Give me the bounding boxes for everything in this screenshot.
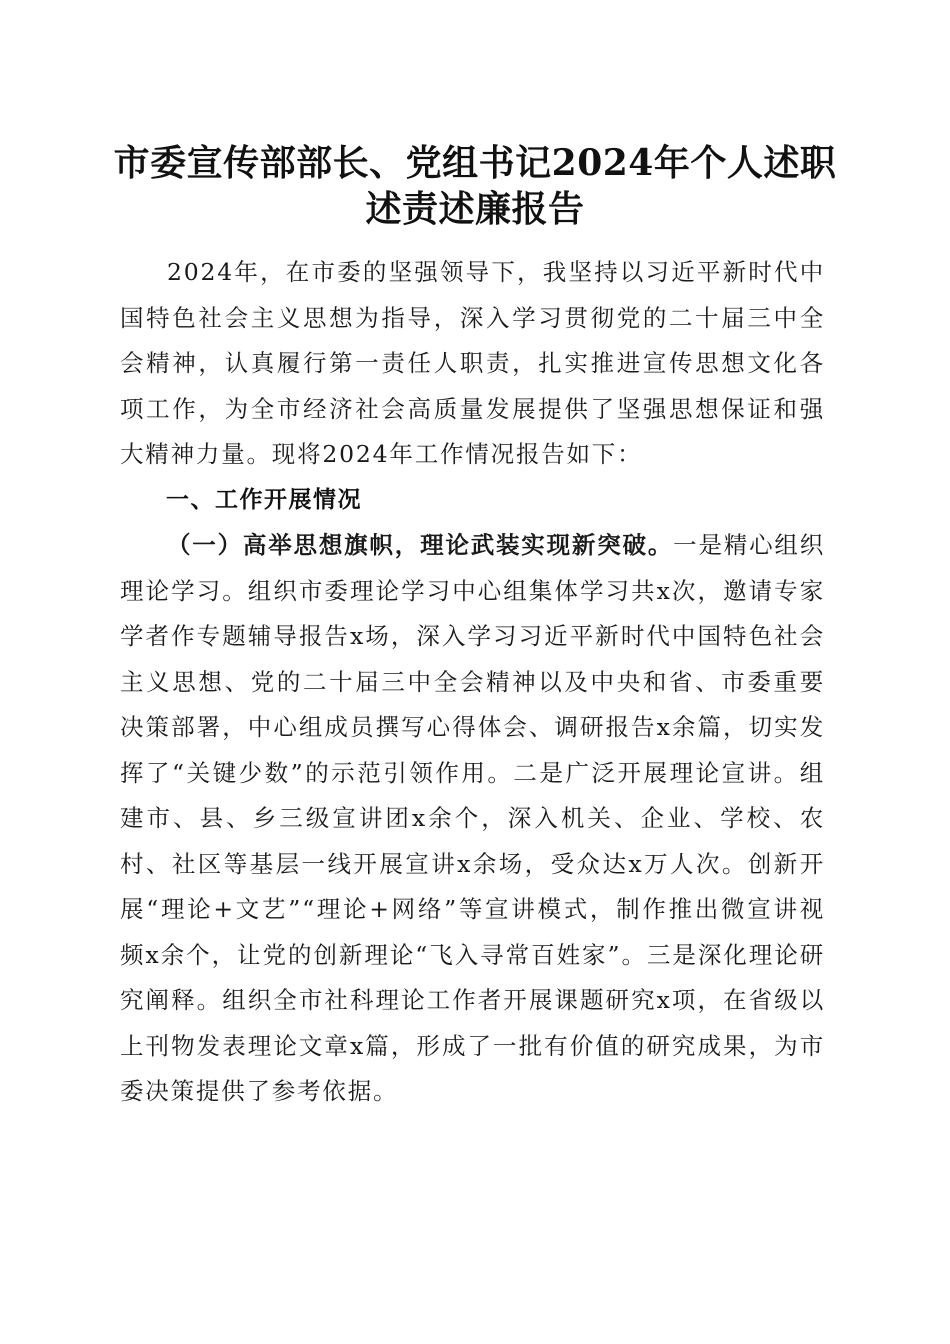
subsection-heading-1: （一）高举思想旗帜，理论武装实现新突破。 [167, 531, 674, 559]
document-title [110, 140, 840, 232]
subsection-paragraph-1 [120, 523, 825, 1115]
title-line-1: 市委宣传部部长、党组书记2024年个人述职 [113, 142, 837, 184]
section-heading-1: 一、工作开展情况 [166, 486, 362, 513]
title-line-2: 述责述廉报告 [365, 188, 585, 230]
intro-paragraph: 2024年，在市委的坚强领导下，我坚持以习近平新时代中国特色社会主义思想为指导，深入学习贯彻党的二十届三中全会精神，认真履行第一责任人职责，扎实推进宣传思想文化各项工作，为全市经济社会高质量发展提供了坚强思想保证和强大精神力量。现将2024年工作情况报告如下： [120, 258, 825, 468]
subsection-body-1: 一是精心组织理论学习。组织市委理论学习中心组集体学习共x次，邀请专家学者作专题辅导报告x场，深入学习习近平新时代中国特色社会主义思想、党的二十届三中全会精神以及中央和省、市委重要决策部署，中心组成员撰写心得体会、调研报告x余篇，切实发挥了“关键少数”的示范引领作用。二是广泛开展理论宣讲。组建市、县、乡三级宣讲团x余个，深入机关、企业、学校、农村、社区等基层一线开展宣讲x余场，受众达x万人次。创新开展“理论+文艺”“理论+网络”等宣讲模式，制作推出微宣讲视频x余个，让党的创新理论“飞入寻常百姓家”。三是深化理论研究阐释。组织全市社科理论工作者开展课题研究x项，在省级以上刊物发表理论文章x篇，形成了一批有价值的研究成果，为市委决策提供了参考依据。 [120, 531, 825, 1105]
document-body [120, 250, 825, 1115]
